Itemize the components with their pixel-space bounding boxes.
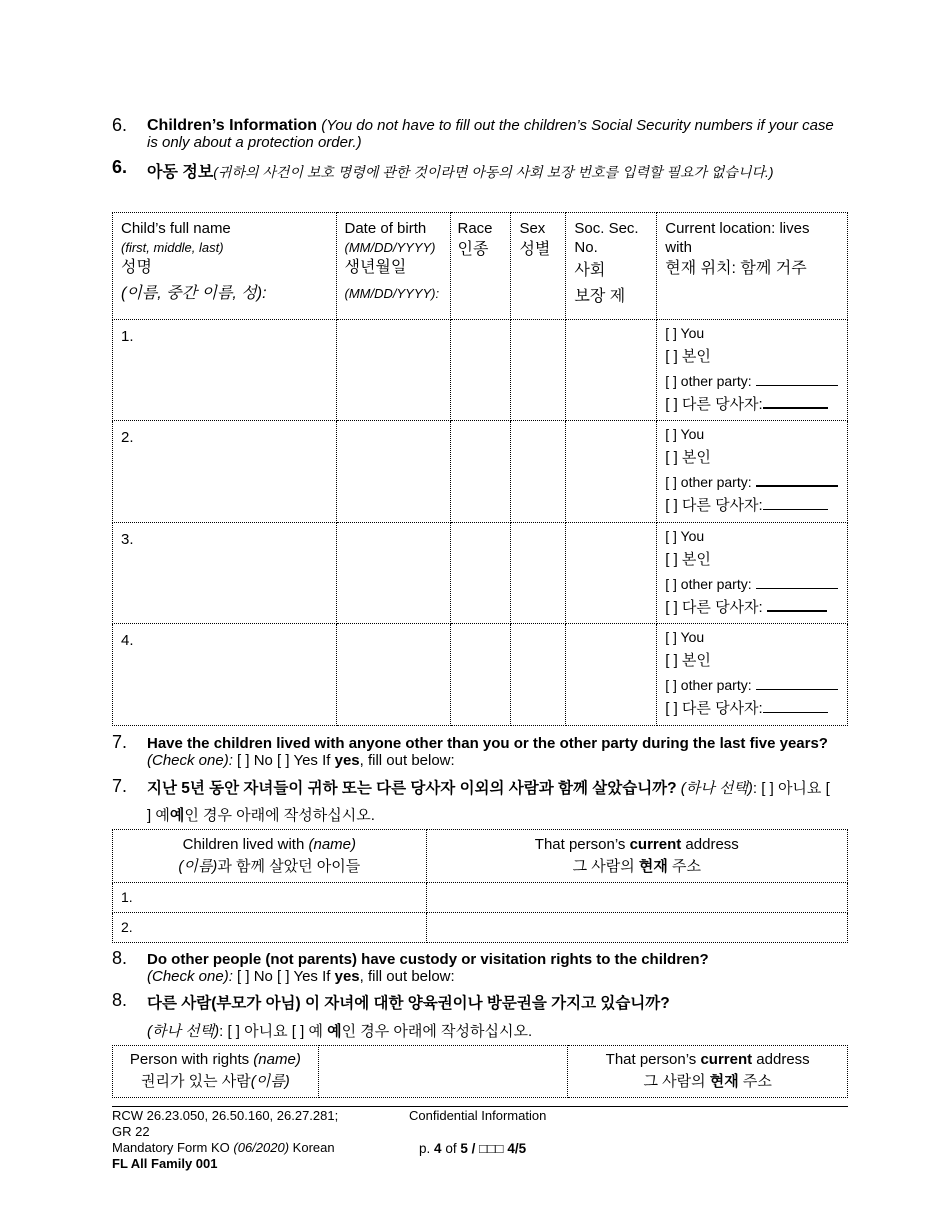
section-6-heading-ko — [147, 158, 837, 187]
child-row — [113, 624, 848, 726]
section-7-tail: , fill out below: — [359, 752, 455, 769]
loc-you-checkbox-ko[interactable]: [ ] 본인 — [665, 449, 711, 466]
col1-en: Person with rights — [129, 1051, 250, 1068]
child-sex-cell[interactable] — [511, 320, 566, 421]
custody-table — [112, 1045, 848, 1098]
col3-ko-c: 주소 — [742, 1073, 772, 1090]
section-7-q-ko: 지난 5년 동안 자녀들이 귀하 또는 다른 당사자 이외의 사람과 함께 살았습니까? — [147, 780, 677, 797]
header-lived-with — [113, 830, 427, 883]
col2-en-c: address — [685, 836, 739, 853]
loc-other-checkbox[interactable]: [ ] other party: — [665, 470, 839, 494]
child-dob-cell[interactable] — [336, 320, 451, 421]
footer-page: p. 4 of 5 / □□□ 4/5 — [419, 1141, 527, 1156]
section-7-check-label: (Check one): — [147, 752, 233, 769]
lived-with-address-cell[interactable] — [426, 913, 847, 943]
loc-you-checkbox[interactable]: [ ] You — [665, 426, 705, 442]
header-race-ko: 인종 — [457, 241, 489, 258]
child-dob-cell[interactable] — [336, 421, 451, 523]
child-row — [113, 421, 848, 523]
lived-with-row — [113, 883, 848, 913]
lived-with-address-cell[interactable] — [426, 883, 847, 913]
child-location-cell — [657, 523, 848, 624]
section-8-check-label: (Check one): — [147, 968, 233, 985]
row-number: 1. — [121, 328, 134, 345]
section-8-number-ko: 8. — [112, 990, 128, 1010]
row-number: 1. — [121, 889, 133, 905]
child-race-cell[interactable] — [451, 421, 511, 523]
children-table — [112, 212, 848, 726]
section-8-yes-ko: 예 — [327, 1023, 342, 1040]
child-race-cell[interactable] — [451, 624, 511, 726]
footer-mandatory: Mandatory Form KO (06/2020) Korean — [112, 1140, 335, 1155]
section-7-opts-ko-b[interactable]: 아니요 [ ] 예 — [147, 780, 830, 824]
header-name-sub-en: (first, middle, last) — [121, 240, 224, 255]
loc-you-checkbox[interactable]: [ ] You — [665, 528, 705, 544]
header-dob — [336, 213, 451, 320]
section-7-question-ko — [147, 775, 837, 829]
section-6-note: (You do not have to fill out the children’s Social Security numbers if your case is only about a protection order.) — [147, 117, 834, 151]
col3-ko-a: 그 사람의 — [643, 1073, 706, 1090]
header-race — [451, 213, 511, 320]
section-6-heading — [147, 117, 837, 151]
child-ssn-cell[interactable] — [566, 523, 657, 624]
header-sex — [511, 213, 566, 320]
child-row — [113, 320, 848, 421]
footer-confidential: Confidential Information — [409, 1108, 547, 1123]
section-8-tail: , fill out below: — [359, 968, 455, 985]
section-8-number: 8. — [112, 948, 128, 968]
loc-you-checkbox[interactable]: [ ] You — [665, 629, 705, 645]
header-dob-sub-ko: (MM/DD/YYYY): — [344, 286, 440, 301]
header-sex-ko: 성별 — [519, 241, 551, 258]
header-address — [426, 830, 847, 883]
child-sex-cell[interactable] — [511, 624, 566, 726]
loc-you-checkbox-ko[interactable]: [ ] 본인 — [665, 652, 711, 669]
header-dob-sub: (MM/DD/YYYY) — [344, 240, 436, 255]
child-ssn-cell[interactable] — [566, 624, 657, 726]
col3-en-c: address — [756, 1051, 810, 1068]
col2-en-b: current — [629, 836, 682, 853]
children-table-header — [113, 213, 848, 320]
child-sex-cell[interactable] — [511, 421, 566, 523]
child-sex-cell[interactable] — [511, 523, 566, 624]
loc-other-checkbox[interactable]: [ ] other party: — [665, 369, 839, 393]
section-7-tail-ko: 인 경우 아래에 작성하십시오. — [184, 807, 375, 824]
child-name-cell[interactable] — [113, 320, 337, 421]
header-address — [568, 1046, 848, 1098]
header-name-sub-ko: (이름, 중간 이름, 성): — [121, 285, 267, 302]
header-loc-ko: 현재 위치: 함께 거주 — [665, 260, 807, 277]
section-6-note-ko: (귀하의 사건이 보호 명령에 관한 것이라면 아동의 사회 보장 번호를 입력할 필요가 없습니다.) — [213, 164, 774, 180]
section-7-question-en: Have the children lived with anyone other than you or the other party during the last five years? — [147, 735, 828, 752]
footer-left — [112, 1108, 338, 1172]
header-ssn-ko2: 보장 제 — [574, 288, 626, 305]
section-7-number: 7. — [112, 732, 128, 752]
lived-with-header — [113, 830, 848, 883]
child-race-cell[interactable] — [451, 320, 511, 421]
section-7-yes-ko: 예 — [169, 807, 185, 824]
col1-en: Children lived with — [182, 836, 305, 853]
row-number: 4. — [121, 632, 134, 649]
header-ssn-en2: No. — [574, 239, 598, 256]
custody-blank-header — [318, 1046, 568, 1098]
row-number: 3. — [121, 531, 134, 548]
header-child-name — [113, 213, 337, 320]
col2-ko-a: 그 사람의 — [572, 858, 635, 875]
col1-ko-italic: (이름) — [250, 1073, 290, 1090]
custody-header — [113, 1046, 848, 1098]
section-7-number-ko: 7. — [112, 776, 128, 796]
loc-you-checkbox-ko[interactable]: [ ] 본인 — [665, 348, 711, 365]
header-name-en: Child’s full name — [121, 220, 231, 237]
section-6-title: Children’s Information — [147, 117, 318, 134]
child-row — [113, 523, 848, 624]
section-8-q-ko: 다른 사람(부모가 아님) 이 자녀에 대한 양육권이나 방문권을 가지고 있습니까? — [147, 995, 670, 1012]
col1-ko-italic: (이름) — [178, 858, 218, 875]
section-8-question — [147, 951, 837, 985]
header-ssn-ko1: 사회 — [574, 262, 606, 279]
section-8-check-ko: (하나 선택) — [147, 1023, 220, 1040]
header-ssn-en1: Soc. Sec. — [574, 220, 639, 237]
loc-other-checkbox[interactable]: [ ] other party: — [665, 673, 839, 697]
section-7-check-ko: (하나 선택) — [680, 780, 753, 797]
footer-form-id: FL All Family 001 — [112, 1156, 218, 1171]
child-ssn-cell[interactable] — [566, 320, 657, 421]
col2-en-a: That person’s — [534, 836, 626, 853]
col2-ko-b: 현재 — [638, 858, 668, 875]
col3-en-a: That person’s — [605, 1051, 697, 1068]
loc-other-checkbox-ko[interactable]: [ ] 다른 당사자: — [665, 494, 839, 518]
header-name-ko: 성명 — [121, 259, 152, 276]
section-8-yes: yes — [334, 968, 360, 985]
header-race-en: Race — [457, 220, 493, 237]
child-name-cell[interactable] — [113, 421, 337, 523]
child-ssn-cell[interactable] — [566, 421, 657, 523]
child-location-cell — [657, 624, 848, 726]
col1-en-italic: (name) — [253, 1051, 301, 1068]
section-8-tail-ko: 인 경우 아래에 작성하십시오. — [341, 1023, 533, 1040]
loc-other-checkbox-ko[interactable]: [ ] 다른 당사자: — [665, 596, 839, 620]
section-8-opts-ko[interactable]: : [ ] 아니요 [ ] 예 — [219, 1023, 323, 1040]
header-dob-ko: 생년월일 — [344, 259, 407, 276]
header-ssn — [566, 213, 657, 320]
child-race-cell[interactable] — [451, 523, 511, 624]
header-location — [657, 213, 848, 320]
section-6-title-ko: 아동 정보 — [147, 164, 214, 181]
section-6-number: 6. — [112, 115, 128, 135]
col2-ko-c: 주소 — [672, 858, 702, 875]
col1-en-italic: (name) — [308, 836, 356, 853]
header-loc-en: Current location: lives with — [665, 220, 810, 256]
child-dob-cell[interactable] — [336, 624, 451, 726]
footer-gr: GR 22 — [112, 1124, 150, 1139]
row-number: 2. — [121, 429, 134, 446]
col1-ko: 과 함께 살았던 아이들 — [217, 858, 361, 875]
child-dob-cell[interactable] — [336, 523, 451, 624]
header-sex-en: Sex — [519, 220, 546, 237]
col3-en-b: current — [700, 1051, 753, 1068]
col3-ko-b: 현재 — [709, 1073, 739, 1090]
col1-ko: 권리가 있는 사람 — [140, 1073, 251, 1090]
section-7-question — [147, 735, 837, 769]
section-8-options[interactable]: [ ] No [ ] Yes If — [237, 968, 331, 985]
loc-other-checkbox-ko[interactable]: [ ] 다른 당사자: — [665, 393, 839, 417]
section-6-number-ko: 6. — [112, 157, 128, 177]
child-location-cell — [657, 421, 848, 523]
footer-rcw: RCW 26.23.050, 26.50.160, 26.27.281; — [112, 1108, 339, 1123]
section-7-options[interactable]: [ ] No [ ] Yes If — [237, 752, 331, 769]
section-7-opts-ko-a[interactable]: : [ ] — [752, 780, 774, 797]
child-location-cell — [657, 320, 848, 421]
child-name-cell[interactable] — [113, 624, 337, 726]
child-name-cell[interactable] — [113, 523, 337, 624]
loc-you-checkbox-ko[interactable]: [ ] 본인 — [665, 551, 711, 568]
loc-other-checkbox-ko[interactable]: [ ] 다른 당사자: — [665, 697, 839, 721]
header-person-rights — [113, 1046, 319, 1098]
section-8-question-ko — [147, 990, 837, 1046]
header-dob-en: Date of birth — [344, 220, 427, 237]
lived-with-name-cell[interactable] — [113, 913, 427, 943]
section-7-yes: yes — [334, 752, 360, 769]
lived-with-name-cell[interactable] — [113, 883, 427, 913]
row-number: 2. — [121, 919, 133, 935]
section-8-question-en: Do other people (not parents) have custody or visitation rights to the children? — [147, 951, 709, 968]
loc-other-checkbox[interactable]: [ ] other party: — [665, 572, 839, 596]
footer-divider — [112, 1106, 848, 1107]
lived-with-row — [113, 913, 848, 943]
loc-you-checkbox[interactable]: [ ] You — [665, 325, 705, 341]
lived-with-table — [112, 829, 848, 943]
